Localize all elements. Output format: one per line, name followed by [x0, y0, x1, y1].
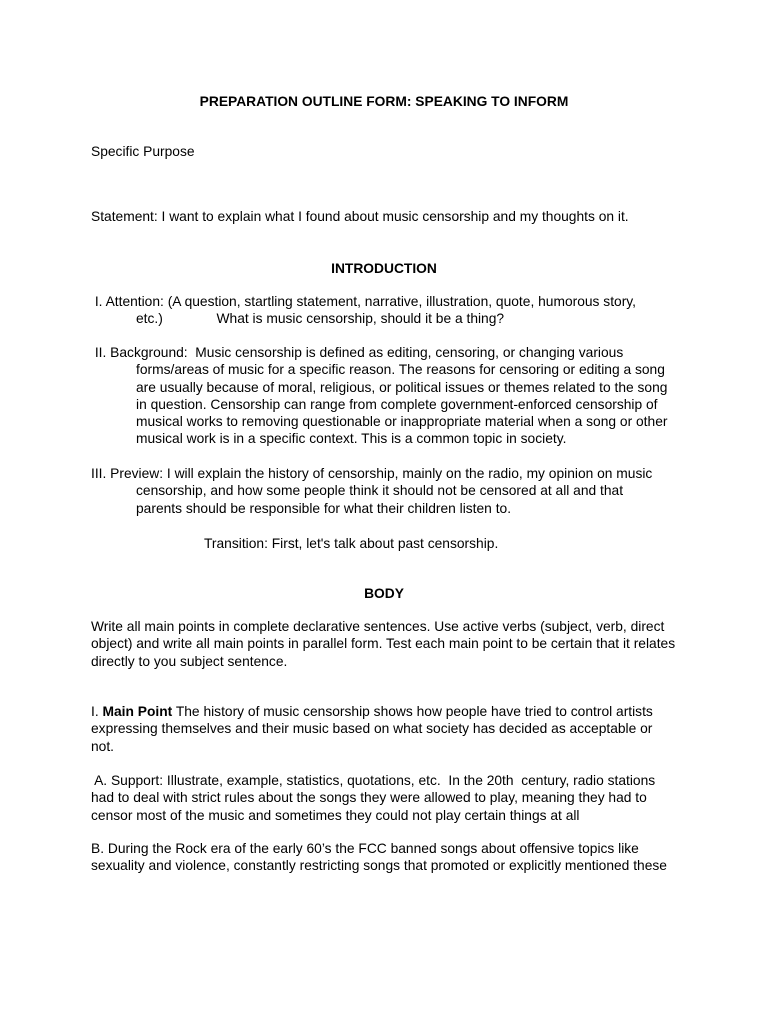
background-line: forms/areas of music for a specific reason. The reasons for censoring or editing a song: [136, 362, 665, 378]
background-line: in question. Censorship can range from complete government-enforced censorship of: [136, 396, 658, 412]
body-instructions: [91, 618, 711, 670]
main-point-number: I.: [91, 704, 103, 719]
background-point: [91, 344, 711, 448]
support-a-line: A. Support: Illustrate, example, statistics, quotations, etc. In the 20th century, radio stations: [91, 773, 656, 788]
main-point-line: not.: [91, 738, 115, 754]
transition-text: Transition: First, let's talk about past censorship.: [204, 536, 499, 551]
introduction-heading: INTRODUCTION: [331, 261, 437, 276]
support-a-line: censor most of the music and sometimes they could not play certain things at all: [91, 807, 580, 823]
instruction-line: Write all main points in complete declarative sentences. Use active verbs (subject, verb, direct: [91, 619, 665, 634]
specific-purpose-label: Specific Purpose: [91, 144, 195, 159]
background-line: II. Background: Music censorship is defined as editing, censoring, or changing various: [91, 345, 624, 360]
support-a-line: had to deal with strict rules about the songs they were allowed to play, meaning they had to: [91, 790, 647, 806]
preview-line: parents should be responsible for what their children listen to.: [136, 500, 512, 516]
background-line: musical work is in a specific context. This is a common topic in society.: [136, 431, 567, 447]
instruction-line: directly to you subject sentence.: [91, 653, 288, 669]
preview-line: censorship, and how some people think it should not be censored at all and that: [136, 483, 624, 499]
main-point-first-line: [91, 703, 711, 720]
support-b: [91, 840, 711, 875]
document-title: PREPARATION OUTLINE FORM: SPEAKING TO INFORM: [199, 94, 569, 109]
attention-line-2: etc.) What is music censorship, should it be a thing?: [136, 311, 505, 327]
background-line: are usually because of moral, religious, or political issues or themes related to the song: [136, 379, 668, 395]
preview-line: III. Preview: I will explain the history of censorship, mainly on the radio, my opinion on music: [91, 466, 653, 481]
statement-text: Statement: I want to explain what I found about music censorship and my thoughts on it.: [91, 209, 629, 224]
main-point-text: The history of music censorship shows how people have tried to control artists: [172, 704, 653, 719]
support-b-line: sexuality and violence, constantly restricting songs that promoted or explicitly mentioned these: [91, 858, 667, 874]
main-point-1: [91, 703, 711, 755]
preview-point: [91, 465, 711, 517]
main-point-line: expressing themselves and their music based on what society has decided as acceptable or: [91, 721, 653, 737]
attention-line-1: I. Attention: (A question, startling statement, narrative, illustration, quote, humorous story,: [91, 294, 636, 309]
body-heading: BODY: [364, 586, 404, 601]
support-a: [91, 772, 711, 824]
support-b-line: B. During the Rock era of the early 60’s the FCC banned songs about offensive topics like: [91, 841, 639, 856]
attention-point: [91, 293, 711, 328]
main-point-label: Main Point: [102, 704, 173, 719]
background-line: musical works to removing questionable or inappropriate material when a song or other: [136, 414, 668, 430]
instruction-line: object) and write all main points in parallel form. Test each main point to be certain that it relates: [91, 636, 676, 652]
